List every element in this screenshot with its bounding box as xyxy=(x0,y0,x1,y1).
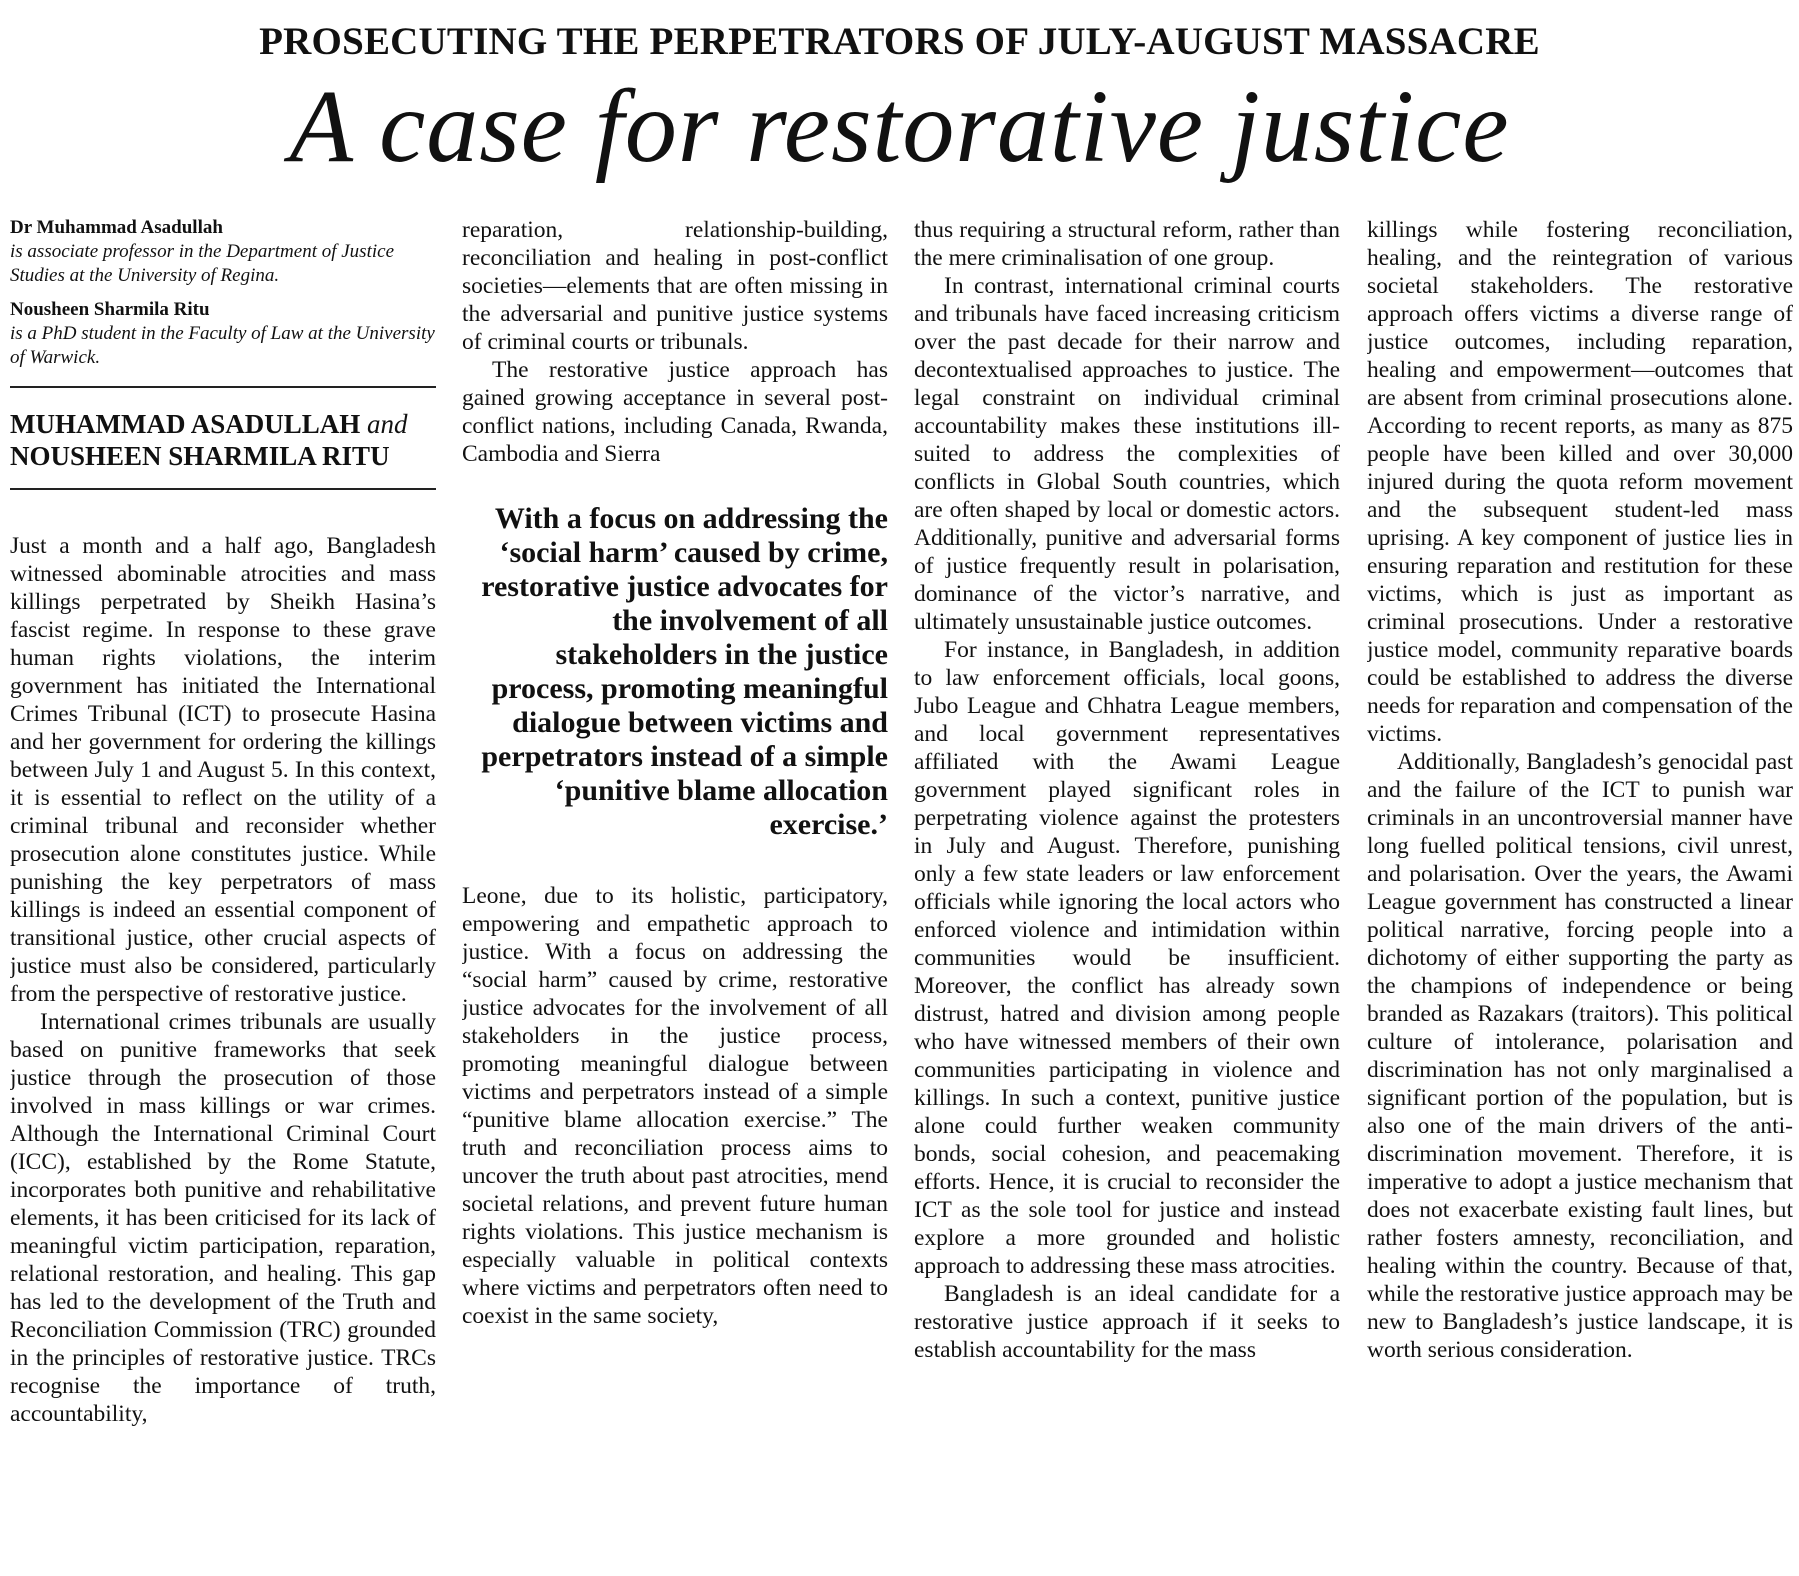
bio-name-2: Nousheen Sharmila Ritu xyxy=(10,299,210,320)
column-4 xyxy=(1367,216,1793,1566)
byline-and: and xyxy=(367,409,408,439)
column-1-body xyxy=(10,532,436,1428)
bio-desc-2: is a PhD student in the Faculty of Law at the University of Warwick. xyxy=(10,323,435,368)
divider-bottom xyxy=(10,488,436,490)
paragraph: Leone, due to its holistic, participatory, empowering and empathetic approach to justice. With a focus on addressing the “social harm” caused by crime, restorative justice advocates for the involvement of all stakeholders in the justice process, promoting meaningful dialogue between victims and perpetrators instead of a simple “punitive blame allocation exercise.” The truth and reconciliation process aims to uncover the truth about past atrocities, mend societal relations, and prevent future human rights violations. This justice mechanism is especially valuable in political contexts where victims and perpetrators often need to coexist in the same society, xyxy=(462,883,888,1329)
divider-top xyxy=(10,386,436,388)
column-4-body xyxy=(1367,216,1793,1364)
column-3-body xyxy=(914,216,1340,1364)
paragraph: In contrast, international criminal courts and tribunals have faced increasing criticism over the past decade for their narrow and decontextualised approaches to justice. The legal constraint on individual criminal accountability makes these institutions ill-suited to address the complexities of conflicts in Global South countries, which are often shaped by local or domestic actors. Additionally, punitive and adversarial forms of justice frequently result in polarisation, dominance of the victor’s narrative, and ultimately unsustainable justice outcomes. xyxy=(914,273,1340,635)
paragraph: Bangladesh is an ideal candidate for a restorative justice approach if it seeks to establish accountability for the mass xyxy=(914,1281,1340,1363)
article-headline: A case for restorative justice xyxy=(289,69,1510,184)
byline-author-2: NOUSHEEN SHARMILA RITU xyxy=(10,441,390,471)
paragraph: International crimes tribunals are usually based on punitive frameworks that seek justice through the prosecution of those involved in mass killings or war crimes. Although the International Criminal Court (ICC), established by the Rome Statute, incorporates both punitive and rehabilitative elements, it has been criticised for its lack of meaningful victim participation, reparation, relational restoration, and healing. This gap has led to the development of the Truth and Reconciliation Commission (TRC) grounded in the principles of restorative justice. TRCs recognise the importance of truth, accountability, xyxy=(10,1009,436,1427)
paragraph: The restorative justice approach has gained growing acceptance in several post-conflict nations, including Canada, Rwanda, Cambodia and Sierra xyxy=(462,357,888,467)
paragraph: Just a month and a half ago, Bangladesh witnessed abominable atrocities and mass killings perpetrated by Sheikh Hasina’s fascist regime. In response to these grave human rights violations, the interim government has initiated the International Crimes Tribunal (ICT) to prosecute Hasina and her government for ordering the killings between July 1 and August 5. In this context, it is essential to reflect on the utility of a criminal tribunal and reconsider whether prosecution alone constitutes justice. While punishing the key perpetrators of mass killings is indeed an essential component of transitional justice, other crucial aspects of justice must also be considered, particularly from the perspective of restorative justice. xyxy=(10,533,436,1007)
column-3 xyxy=(914,216,1340,1566)
article-kicker: PROSECUTING THE PERPETRATORS OF JULY-AUGUST MASSACRE xyxy=(259,20,1540,63)
author-bio-box xyxy=(10,216,436,370)
paragraph: killings while fostering reconciliation, healing, and the reintegration of various societal stakeholders. The restorative approach offers victims a diverse range of justice outcomes, including reparation, healing and empowerment—outcomes that are absent from criminal prosecutions alone. According to recent reports, as many as 875 people have been killed and over 30,000 injured during the quota reform movement and the subsequent student-led mass uprising. A key component of justice lies in ensuring reparation and restitution for these victims, which is just as important as criminal prosecutions. Under a restorative justice model, community reparative boards could be established to address the diverse needs for reparation and compensation of the victims. xyxy=(1367,217,1793,747)
column-2 xyxy=(462,216,888,1566)
paragraph: For instance, in Bangladesh, in addition to law enforcement officials, local goons, Jubo League and Chhatra League members, and local government representatives affiliated with the Awami League government played significant roles in perpetrating violence against the protesters in July and August. Therefore, punishing only a few state leaders or law enforcement officials while ignoring the local actors who enforced violence and intimidation within communities would be insufficient. Moreover, the conflict has already sown distrust, hatred and division among people who have witnessed members of their own communities participating in violence and killings. In such a context, punitive justice alone could further weaken community bonds, social cohesion, and peacemaking efforts. Hence, it is crucial to reconsider the ICT as the sole tool for justice and instead explore a more grounded and holistic approach to addressing these mass atrocities. xyxy=(914,637,1340,1279)
byline-author-1: MUHAMMAD ASADULLAH xyxy=(10,409,361,439)
pull-quote: With a focus on addressing the ‘social harm’ caused by crime, restorative justice advocates for the involvement of all stakeholders in the justice process, promoting meaningful dialogue between victims and perpetrators instead of a simple ‘punitive blame allocation exercise.’ xyxy=(481,502,888,841)
paragraph: Additionally, Bangladesh’s genocidal past and the failure of the ICT to punish war criminals in an uncontroversial manner have long fuelled political tensions, civil unrest, and polarisation. Over the years, the Awami League government has constructed a linear political narrative, forcing people into a dichotomy of either supporting the party as the champions of independence or being branded as Razakars (traitors). This political culture of intolerance, polarisation and discrimination has not only marginalised a significant portion of the population, but is also one of the main drivers of the anti-discrimination movement. Therefore, it is imperative to adopt a justice mechanism that does not exacerbate existing fault lines, but rather fosters amnesty, reconciliation, and healing within the country. Because of that, while the restorative justice approach may be new to Bangladesh’s justice landscape, it is worth serious consideration. xyxy=(1367,749,1793,1363)
column-1 xyxy=(10,216,436,1566)
column-2-body-bottom xyxy=(462,882,888,1330)
paragraph: reparation, relationship-building, reconciliation and healing in post-conflict societies—elements that are often missing in the adversarial and punitive justice systems of criminal courts or tribunals. xyxy=(462,217,888,355)
bio-name-1: Dr Muhammad Asadullah xyxy=(10,217,223,238)
paragraph: thus requiring a structural reform, rather than the mere criminalisation of one group. xyxy=(914,217,1340,271)
byline xyxy=(10,408,436,472)
bio-desc-1: is associate professor in the Department of Justice Studies at the University of Regina. xyxy=(10,241,394,286)
column-2-body-top xyxy=(462,216,888,468)
